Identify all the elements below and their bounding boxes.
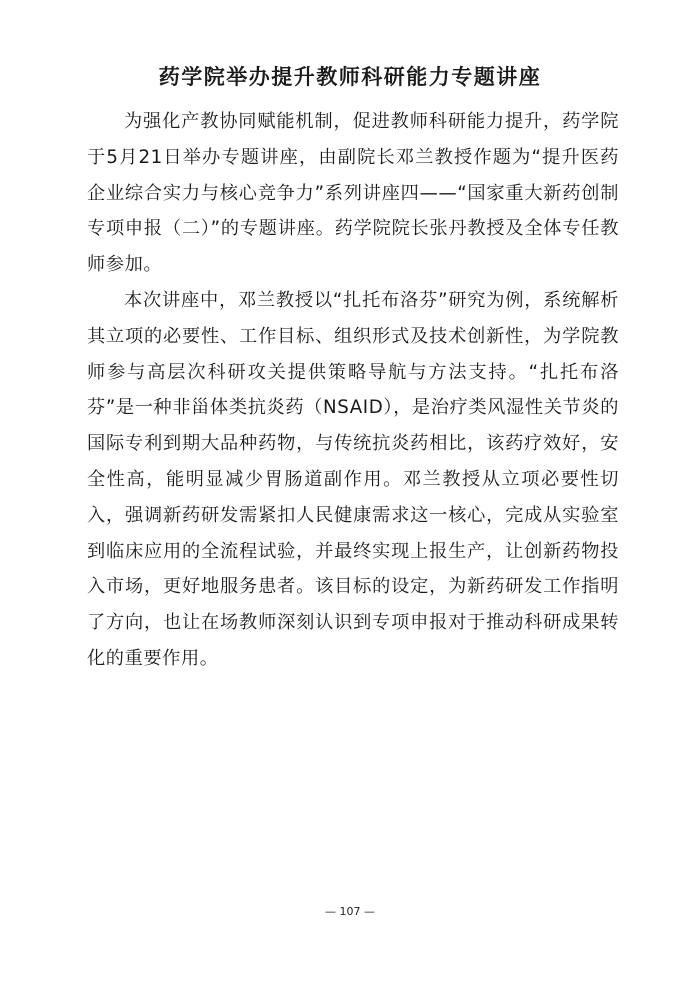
paragraph-2: 本次讲座中，邓兰教授以“扎托布洛芬”研究为例，系统解析其立项的必要性、工作目标、组织形式及技术创新性，为学院教师参与高层次科研攻关提供策略导航与方法支持。“扎托布洛芬”是一种非甾体类抗炎药（NSAID），是治疗类风湿性关节炎的国际专利到期大品种药物，与传统抗炎药相比，该药疗效好，安全性高，能明显减少胃肠道副作用。邓兰教授从立项必要性切入，强调新药研发需紧扣人民健康需求这一核心，完成从实验室到临床应用的全流程试验，并最终实现上报生产，让创新药物投入市场，更好地服务患者。该目标的设定，为新药研发工作指明了方向，也让在场教师深刻认识到专项申报对于推动科研成果转化的重要作用。 xyxy=(87,289,619,669)
document-title: 药学院举办提升教师科研能力专题讲座 xyxy=(158,65,542,89)
paragraph-1: 为强化产教协同赋能机制，促进教师科研能力提升，药学院于5月21日举办专题讲座，由副院长邓兰教授作题为“提升医药企业综合实力与核心竞争力”系列讲座四——“国家重大新药创制专项申报（二）”的专题讲座。药学院院长张丹教授及全体专任教师参加。 xyxy=(87,111,619,276)
article-body xyxy=(87,104,619,677)
page-number: — 107 — xyxy=(325,905,375,918)
